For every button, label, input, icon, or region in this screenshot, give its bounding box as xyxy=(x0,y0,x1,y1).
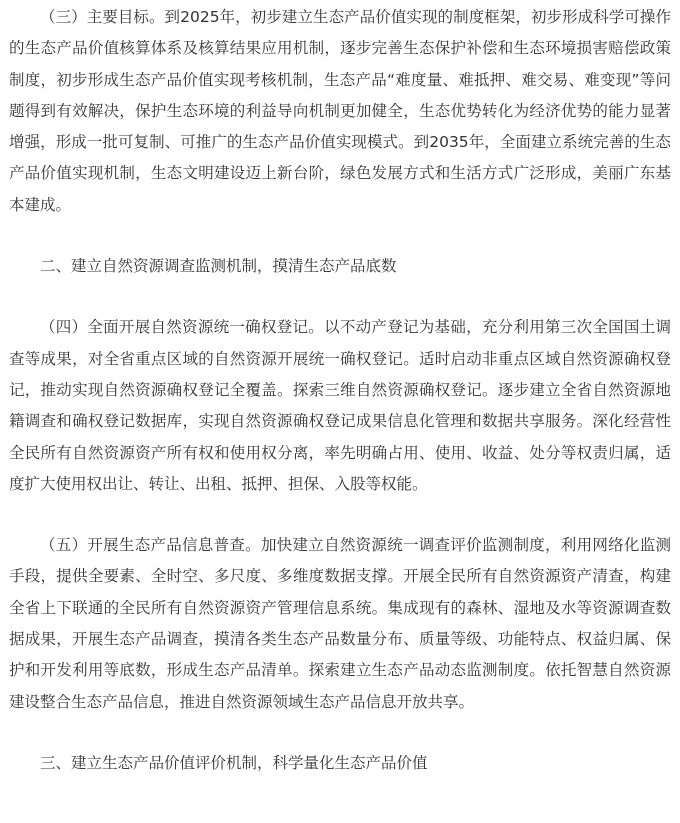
paragraph-eco-product-census: （五）开展生态产品信息普查。加快建立自然资源统一调查评价监测制度，利用网络化监测手段，提供全要素、全时空、多尺度、多维度数据支撑。开展全民所有自然资源资产清查，构建全省上下联通的全民所有自然资源资产管理信息系统。集成现有的森林、湿地及水等资源调查数据成果，开展生态产品调查，摸清各类生态产品数量分布、质量等级、功能特点、权益归属、保护和开发利用等底数，形成生态产品清单。探索建立生态产品动态监测制度。依托智慧自然资源建设整合生态产品信息，推进自然资源领域生态产品信息开放共享。 xyxy=(9,536,671,711)
paragraph-resource-registration: （四）全面开展自然资源统一确权登记。以不动产登记为基础，充分利用第三次全国国土调查等成果，对全省重点区域的自然资源开展统一确权登记。适时启动非重点区域自然资源确权登记，推动实现自然资源确权登记全覆盖。探索三维自然资源确权登记。逐步建立全省自然资源地籍调查和确权登记数据库，实现自然资源确权登记成果信息化管理和数据共享服务。深化经营性全民所有自然资源资产所有权和使用权分离，率先明确占用、使用、收益、处分等权责归属，适度扩大使用权出让、转让、出租、抵押、担保、入股等权能。 xyxy=(9,318,671,493)
paragraph-gap xyxy=(9,718,671,748)
paragraph-gap xyxy=(9,500,671,530)
section-heading-2: 二、建立自然资源调查监测机制，摸清生态产品底数 xyxy=(40,257,397,276)
paragraph-main-goals: （三）主要目标。到2025年，初步建立生态产品价值实现的制度框架，初步形成科学可操作的生态产品价值核算体系及核算结果应用机制，逐步完善生态保护补偿和生态环境损害赔偿政策制度，初步形成生态产品价值实现考核机制，生态产品“难度量、难抵押、难交易、难变现”等问题得到有效解决，保护生态环境的利益导向机制更加健全，生态优势转化为经济优势的能力显著增强，形成一批可复制、可推广的生态产品价值实现模式。到2035年，全面建立系统完善的生态产品价值实现机制，生态文明建设迈上新台阶，绿色发展方式和生活方式广泛形成，美丽广东基本建成。 xyxy=(9,8,671,214)
paragraph-gap xyxy=(9,282,671,312)
section-heading-3: 三、建立生态产品价值评价机制，科学量化生态产品价值 xyxy=(40,753,428,772)
paragraph-gap xyxy=(9,221,671,251)
